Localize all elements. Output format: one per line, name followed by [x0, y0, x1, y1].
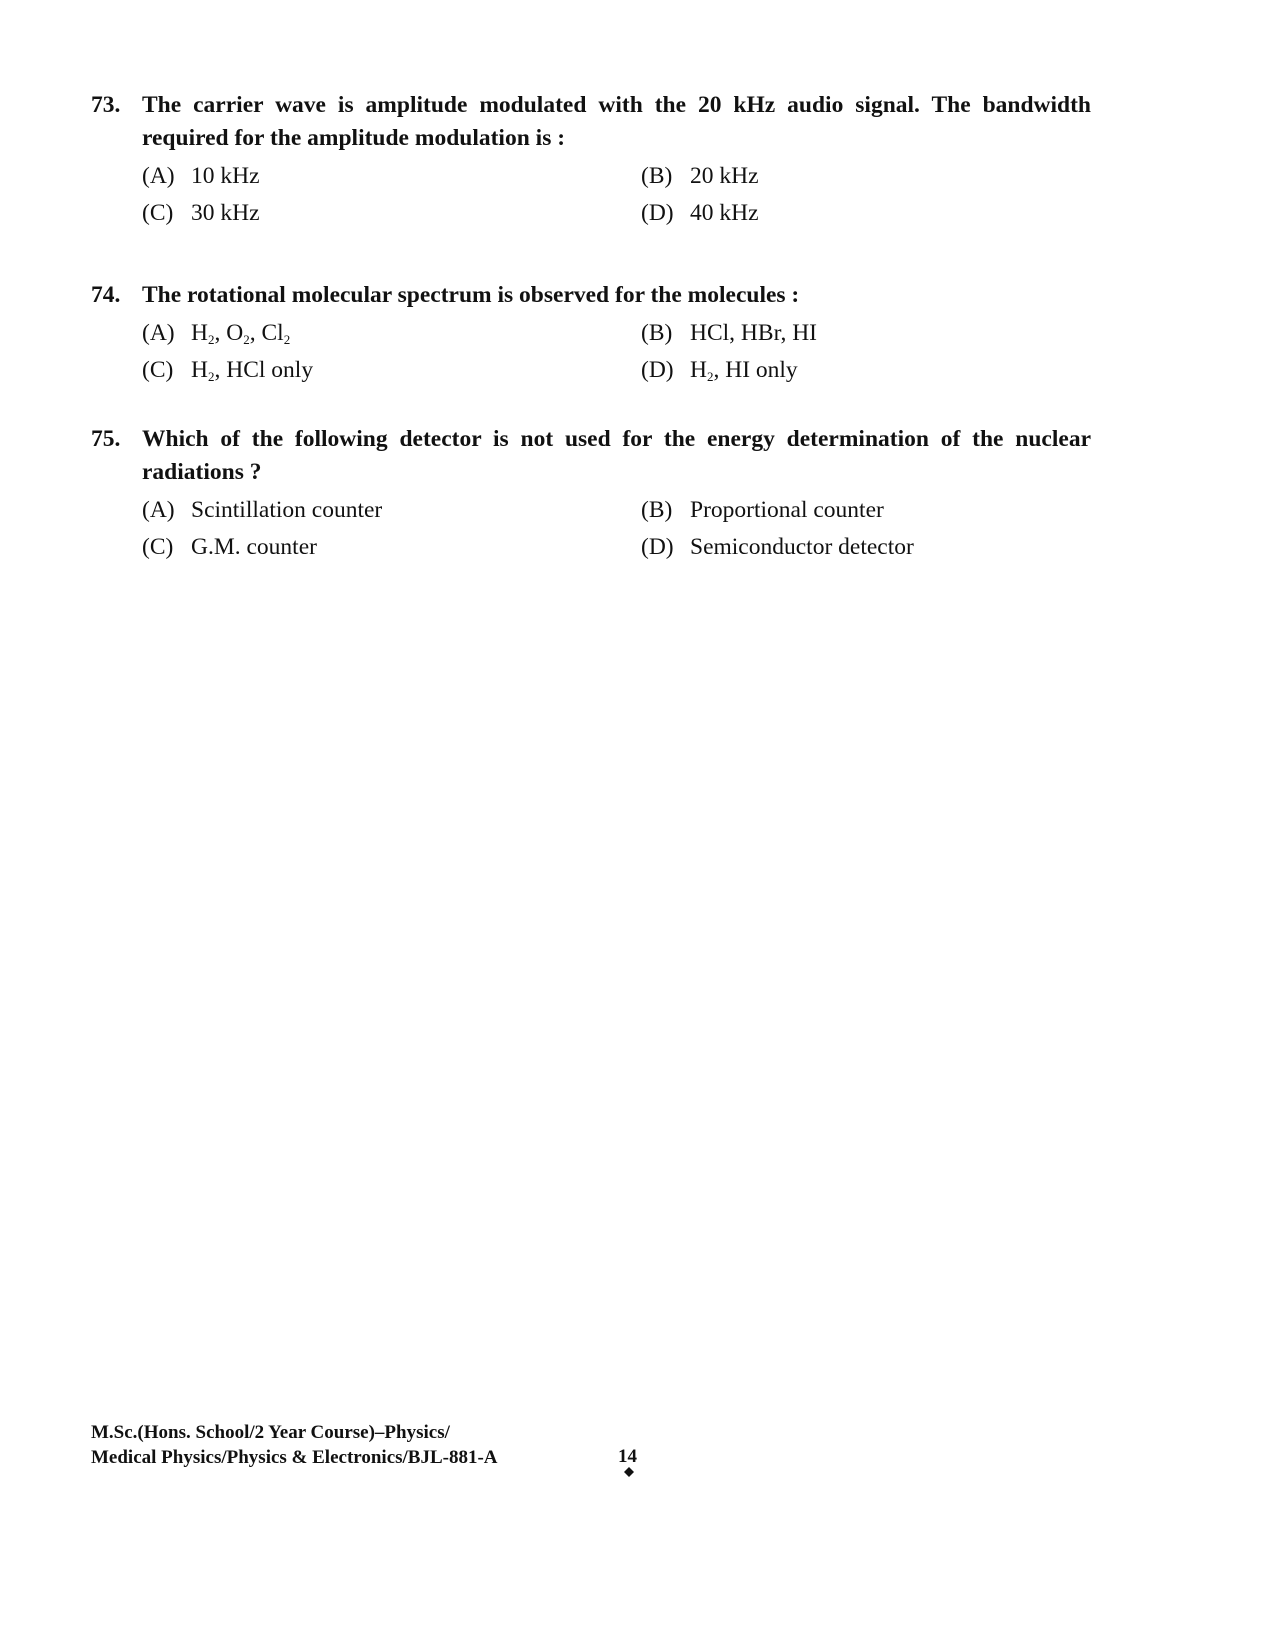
option-key: (C)	[142, 534, 174, 560]
question-number: 74.	[91, 282, 121, 308]
question-header	[91, 89, 1091, 155]
option-c	[142, 529, 317, 566]
footer-course-info	[91, 1420, 498, 1470]
option-text: 40 kHz	[690, 200, 759, 226]
subscript: 2	[243, 332, 250, 347]
question-header	[91, 423, 1091, 489]
option-d	[641, 352, 798, 389]
question-text: The rotational molecular spectrum is observed for the molecules :	[142, 282, 800, 308]
separator: ,	[214, 320, 227, 346]
option-text: 30 kHz	[191, 200, 260, 226]
option-d	[641, 195, 759, 232]
option-key: (B)	[641, 497, 673, 523]
option-b	[641, 492, 884, 529]
option-b	[641, 158, 759, 195]
option-key: (C)	[142, 357, 174, 383]
subscript: 2	[706, 369, 714, 384]
options-row	[142, 529, 1091, 566]
option-key: (B)	[641, 163, 673, 189]
option-text: HCl, HBr, HI	[690, 320, 818, 346]
options-row	[142, 492, 1091, 529]
option-key: (A)	[142, 163, 175, 189]
option-text: 10 kHz	[191, 163, 260, 189]
option-a	[142, 158, 260, 195]
formula-h: H	[191, 320, 208, 346]
option-key: (C)	[142, 200, 174, 226]
question-text: Which of the following detector is not used for the energy determination of the nuclear radiations ?	[142, 426, 1091, 485]
formula-h: H	[690, 357, 707, 383]
option-c	[142, 352, 313, 389]
options-row	[142, 315, 1091, 352]
option-text: Scintillation counter	[191, 497, 383, 523]
page-number: 14	[618, 1446, 637, 1467]
option-text: , HI only	[713, 357, 798, 383]
options-row	[142, 352, 1091, 389]
option-key: (D)	[641, 534, 674, 560]
options-list	[142, 315, 1091, 389]
option-text: , HCl only	[214, 357, 314, 383]
diamond-icon	[624, 1467, 634, 1477]
question-number: 75.	[91, 426, 121, 452]
option-key: (D)	[641, 357, 674, 383]
question-74	[91, 279, 1091, 389]
formula-cl: Cl	[261, 320, 284, 346]
footer-line-2: Medical Physics/Physics & Electronics/BJL-881-A	[91, 1447, 498, 1468]
question-75	[91, 423, 1091, 566]
option-d	[641, 529, 914, 566]
option-key: (A)	[142, 320, 175, 346]
option-key: (A)	[142, 497, 175, 523]
option-key: (B)	[641, 320, 673, 346]
option-text: Proportional counter	[690, 497, 884, 523]
option-a	[142, 492, 382, 529]
option-key: (D)	[641, 200, 674, 226]
question-number: 73.	[91, 92, 121, 118]
options-list	[142, 492, 1091, 566]
subscript: 2	[207, 332, 215, 347]
options-row	[142, 195, 1091, 232]
question-text: The carrier wave is amplitude modulated with the 20 kHz audio signal. The bandwidth required for the amplitude modulation is :	[142, 92, 1091, 151]
footer-line-1: M.Sc.(Hons. School/2 Year Course)–Physics/	[91, 1422, 450, 1443]
options-row	[142, 158, 1091, 195]
option-c	[142, 195, 260, 232]
question-header	[91, 279, 1091, 312]
option-text: Semiconductor detector	[690, 534, 914, 560]
option-text: 20 kHz	[690, 163, 759, 189]
question-73	[91, 89, 1091, 232]
options-list	[142, 158, 1091, 232]
separator: ,	[249, 320, 262, 346]
option-b	[641, 315, 817, 352]
option-text: G.M. counter	[191, 534, 317, 560]
formula-o: O	[226, 320, 244, 346]
subscript: 2	[283, 332, 291, 347]
option-a	[142, 315, 290, 352]
formula-h: H	[191, 357, 208, 383]
subscript: 2	[207, 369, 215, 384]
